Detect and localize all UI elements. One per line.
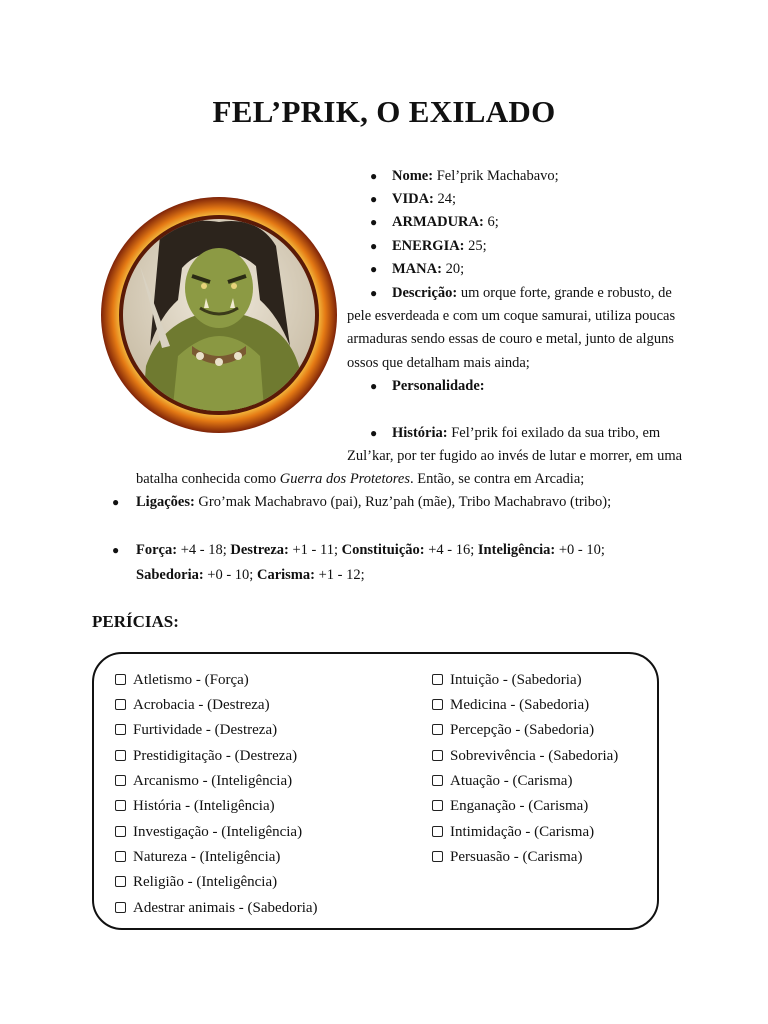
descricao-label: Descrição: [392,285,458,301]
skill-label: Percepção - (Sabedoria) [450,722,595,738]
ligacoes-value: Gro’mak Machabravo (pai), Ruz’pah (mãe), Tribo Machabravo (tribo); [198,494,612,510]
skill-label: Intuição - (Sabedoria) [450,672,582,688]
info-vida [370,189,457,209]
skill-right-0[interactable] [432,670,582,690]
bullet-icon: ● [370,379,378,393]
checkbox-icon[interactable] [115,699,126,710]
checkbox-icon[interactable] [115,674,126,685]
attributes-line-2 [136,565,365,585]
skill-label: Atletismo - (Força) [133,672,249,688]
constituicao-label: Constituição: [341,542,425,558]
ligacoes-label: Ligações: [136,494,195,510]
historia-line-3 [136,469,584,489]
info-armadura [370,212,499,232]
skill-right-1[interactable] [432,695,589,715]
constituicao-value: +4 - 16; [428,542,475,558]
checkbox-icon[interactable] [432,826,443,837]
skill-label: Religião - (Inteligência) [133,874,278,890]
destreza-value: +1 - 11; [292,542,338,558]
checkbox-icon[interactable] [115,775,126,786]
destreza-label: Destreza: [230,542,289,558]
inteligencia-value: +0 - 10; [558,542,605,558]
descricao-line-2: pele esverdeada e com um coque samurai, utiliza poucas [347,308,676,324]
skill-left-6[interactable] [115,822,302,842]
nome-label: Nome: [392,168,434,184]
bullet-icon: ● [112,495,120,509]
armadura-label: ARMADURA: [392,214,484,230]
nome-value: Fel’prik Machabavo; [436,168,559,184]
skill-left-9[interactable] [115,898,318,918]
checkbox-icon[interactable] [115,724,126,735]
checkbox-icon[interactable] [115,851,126,862]
carisma-value: +1 - 12; [318,567,365,583]
skill-label: Persuasão - (Carisma) [450,849,583,865]
checkbox-icon[interactable] [115,876,126,887]
checkbox-icon[interactable] [432,699,443,710]
bullet-icon: ● [370,192,378,206]
historia-line-3-italic: Guerra dos Protetores [279,471,410,487]
bullet-icon: ● [370,286,378,300]
skill-left-4[interactable] [115,771,292,791]
vida-value: 24; [437,191,457,207]
bullet-icon: ● [370,215,378,229]
skill-label: Sobrevivência - (Sabedoria) [450,748,619,764]
info-energia [370,236,487,256]
historia-line-3b: . Então, se contra em Arcadia; [409,471,585,487]
skill-right-3[interactable] [432,746,618,766]
skill-left-5[interactable] [115,796,275,816]
sabedoria-label: Sabedoria: [136,567,204,583]
info-nome [370,166,559,186]
forca-value: +4 - 18; [180,542,227,558]
skill-right-4[interactable] [432,771,572,791]
skill-label: Natureza - (Inteligência) [133,849,281,865]
skill-label: Intimidação - (Carisma) [450,824,595,840]
skill-label: Medicina - (Sabedoria) [450,697,590,713]
skill-label: Enganação - (Carisma) [450,798,589,814]
character-portrait [100,196,338,434]
skill-right-6[interactable] [432,822,594,842]
skill-left-2[interactable] [115,720,277,740]
checkbox-icon[interactable] [432,800,443,811]
skills-box [92,652,659,930]
sabedoria-value: +0 - 10; [207,567,254,583]
descricao-line-4: ossos que detalham mais ainda; [347,355,530,371]
historia-label: História: [392,425,448,441]
checkbox-icon[interactable] [115,902,126,913]
skill-label: Arcanismo - (Inteligência) [133,773,293,789]
bullet-icon: ● [370,239,378,253]
skills-heading: PERÍCIAS: [92,612,179,631]
personalidade-label: Personalidade: [392,378,485,394]
skill-left-0[interactable] [115,670,249,690]
historia-line-3a: batalha conhecida como [136,471,280,487]
skill-label: Acrobacia - (Destreza) [133,697,270,713]
energia-value: 25; [468,238,487,254]
historia-line-2: Zul’kar, por ter fugido ao invés de lutar e morrer, em uma [347,448,683,464]
mana-value: 20; [445,261,465,277]
checkbox-icon[interactable] [432,674,443,685]
bullet-icon: ● [112,543,120,557]
checkbox-icon[interactable] [432,775,443,786]
checkbox-icon[interactable] [432,724,443,735]
armadura-value: 6; [487,214,499,230]
info-historia [370,423,661,443]
checkbox-icon[interactable] [432,750,443,761]
bullet-icon: ● [370,169,378,183]
checkbox-icon[interactable] [432,851,443,862]
bullet-icon: ● [370,262,378,276]
descricao-line-3: armaduras sendo essas de couro e metal, junto de alguns [347,331,674,347]
info-descricao [370,283,672,303]
inteligencia-label: Inteligência: [477,542,556,558]
skill-label: Adestrar animais - (Sabedoria) [133,900,318,916]
bullet-icon: ● [370,426,378,440]
skill-left-3[interactable] [115,746,297,766]
attributes-line-1 [112,540,605,560]
carisma-label: Carisma: [256,567,315,583]
skill-label: Investigação - (Inteligência) [133,824,303,840]
forca-label: Força: [136,542,178,558]
page-title: FEL’PRIK, O EXILADO [212,94,556,129]
energia-label: ENERGIA: [392,238,465,254]
checkbox-icon[interactable] [115,750,126,761]
descricao-line-1: um orque forte, grande e robusto, de [460,285,672,301]
vida-label: VIDA: [392,191,434,207]
historia-line-1: Fel’prik foi exilado da sua tribo, em [451,425,661,441]
checkbox-icon[interactable] [115,800,126,811]
info-personalidade [370,376,485,396]
skill-label: Atuação - (Carisma) [450,773,573,789]
info-ligacoes [112,492,612,512]
skill-label: Furtividade - (Destreza) [133,722,278,738]
info-mana [370,259,465,279]
skill-label: História - (Inteligência) [133,798,275,814]
mana-label: MANA: [392,261,442,277]
skill-right-7[interactable] [432,847,582,867]
skill-left-1[interactable] [115,695,270,715]
skill-label: Prestidigitação - (Destreza) [133,748,298,764]
skill-right-5[interactable] [432,796,588,816]
skill-left-8[interactable] [115,872,277,892]
skill-right-2[interactable] [432,720,594,740]
checkbox-icon[interactable] [115,826,126,837]
skill-left-7[interactable] [115,847,280,867]
